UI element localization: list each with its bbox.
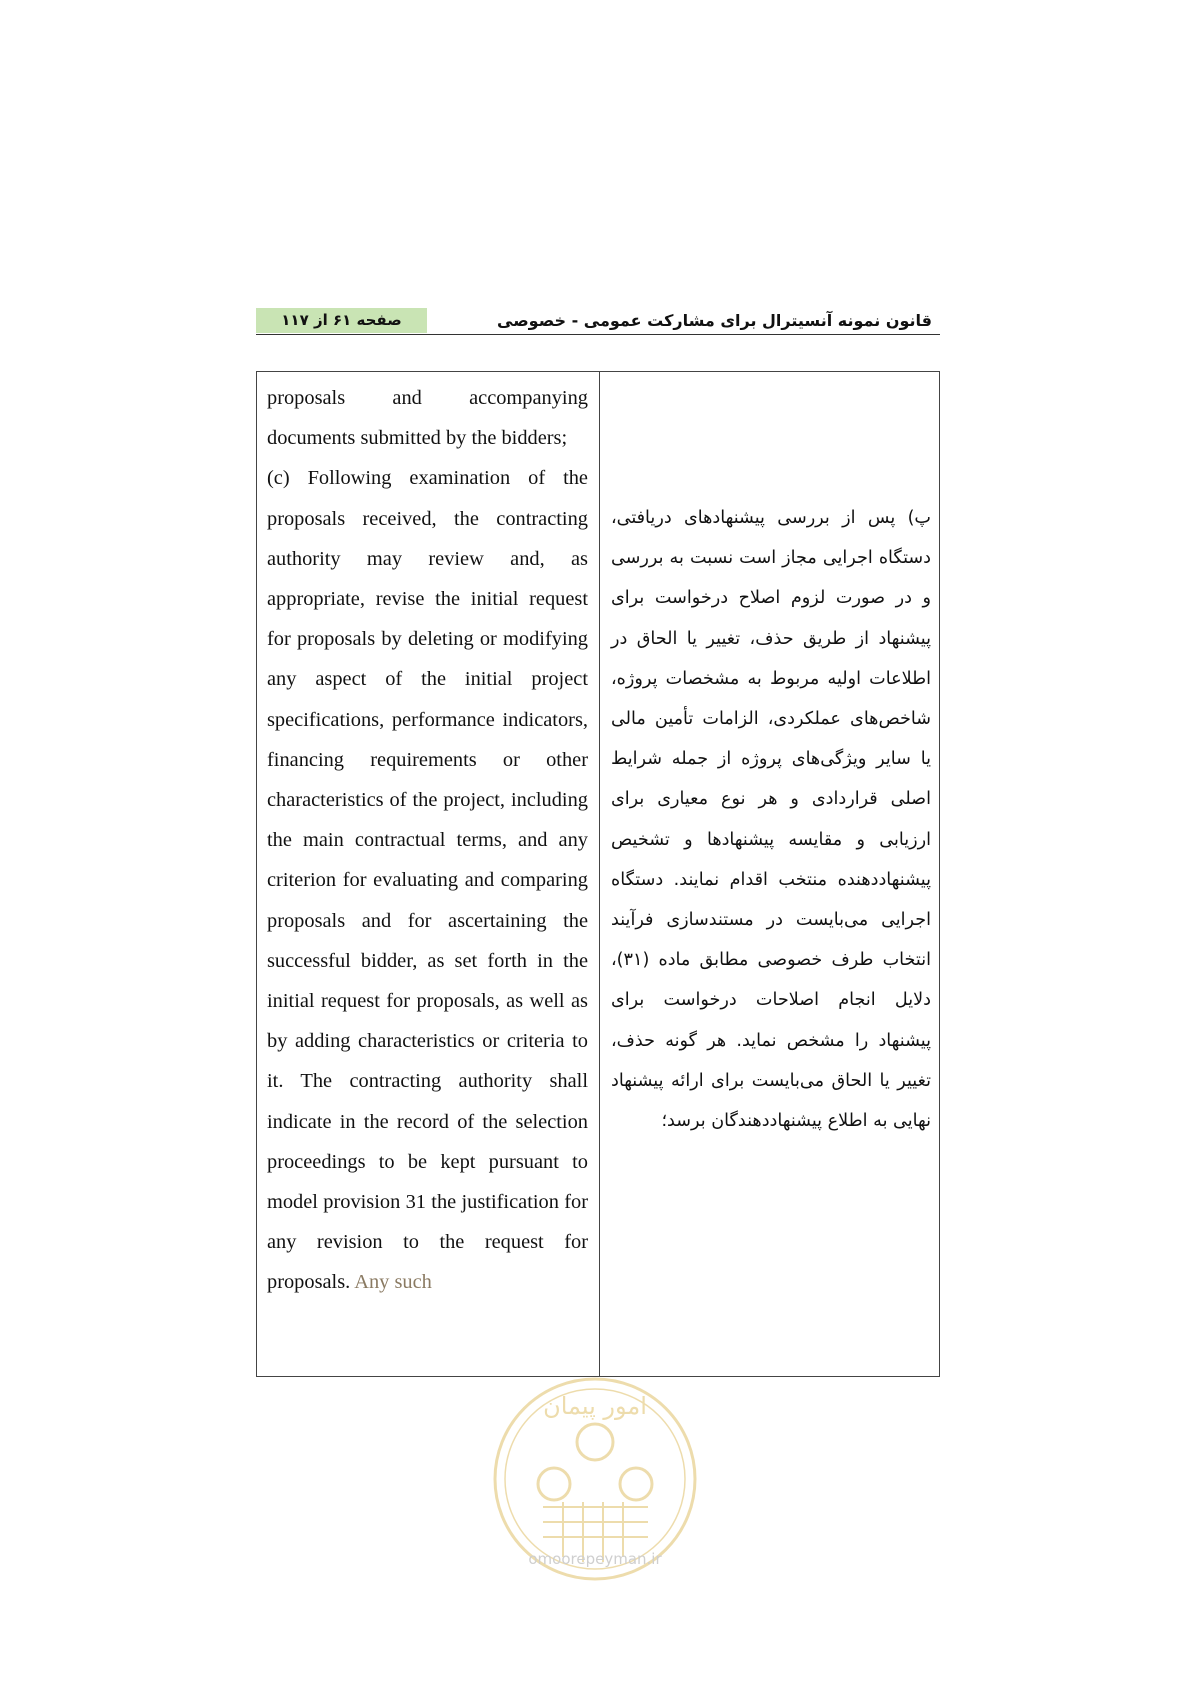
- column-divider: [599, 372, 600, 1376]
- english-paragraph-1: proposals and accompanying documents submitted by the bidders;: [267, 387, 588, 450]
- english-paragraph-2-tail: Any such: [350, 1271, 432, 1294]
- english-column: [267, 378, 588, 1303]
- english-paragraph-2: [267, 458, 588, 1302]
- document-title: قانون نمونه آنسیترال برای مشارکت عمومی - خصوصی: [497, 311, 932, 330]
- watermark-logo-text: امور پیمان: [543, 1392, 647, 1420]
- persian-paragraph: پ) پس از بررسی پیشنهادهای دریافتی، دستگاه اجرایی مجاز است نسبت به بررسی و در صورت لزوم اصلاح درخواست برای پیشنهاد از طریق حذف، تغییر یا الحاق در اطلاعات اولیه مربوط به مشخصات پروژه، شاخص‌های عملکردی، الزامات تأمین مالی یا سایر ویژگی‌های پروژه از جمله شرایط اصلی قراردادی و هر نوع معیاری برای ارزیابی و مقایسه پیشنهادها و تشخیص پیشنهاددهنده منتخب اقدام نمایند. دستگاه اجرایی می‌بایست در مستندسازی فرآیند انتخاب طرف خصوصی مطابق ماده (۳۱)، دلایل انجام اصلاحات درخواست برای پیشنهاد را مشخص نماید. هر گونه حذف، تغییر یا الحاق می‌بایست برای ارائه پیشنهاد نهایی به اطلاع پیشنهاددهندگان برسد؛: [611, 508, 931, 1132]
- page-header: [256, 308, 940, 335]
- page-number-badge: صفحه ۶۱ از ۱۱۷: [256, 308, 427, 333]
- persian-column: [611, 498, 931, 1141]
- english-paragraph-2-text: (c) Following examination of the proposals received, the contracting authority may review and, as appropriate, revise the initial request for proposals by deleting or modifying any aspect of the initial project specifications, performance indicators, financing requirements or other characteristics of the project, including the main contractual terms, and any criterion for evaluating and comparing proposals and for ascertaining the successful bidder, as set forth in the initial request for proposals, as well as by adding characteristics or criteria to it. The contracting authority shall indicate in the record of the selection proceedings to be kept pursuant to model provision 31 the justification for any revision to the request for proposals.: [267, 467, 588, 1294]
- bilingual-table: [256, 371, 940, 1377]
- watermark-url: omoorepeyman.ir: [528, 1550, 662, 1568]
